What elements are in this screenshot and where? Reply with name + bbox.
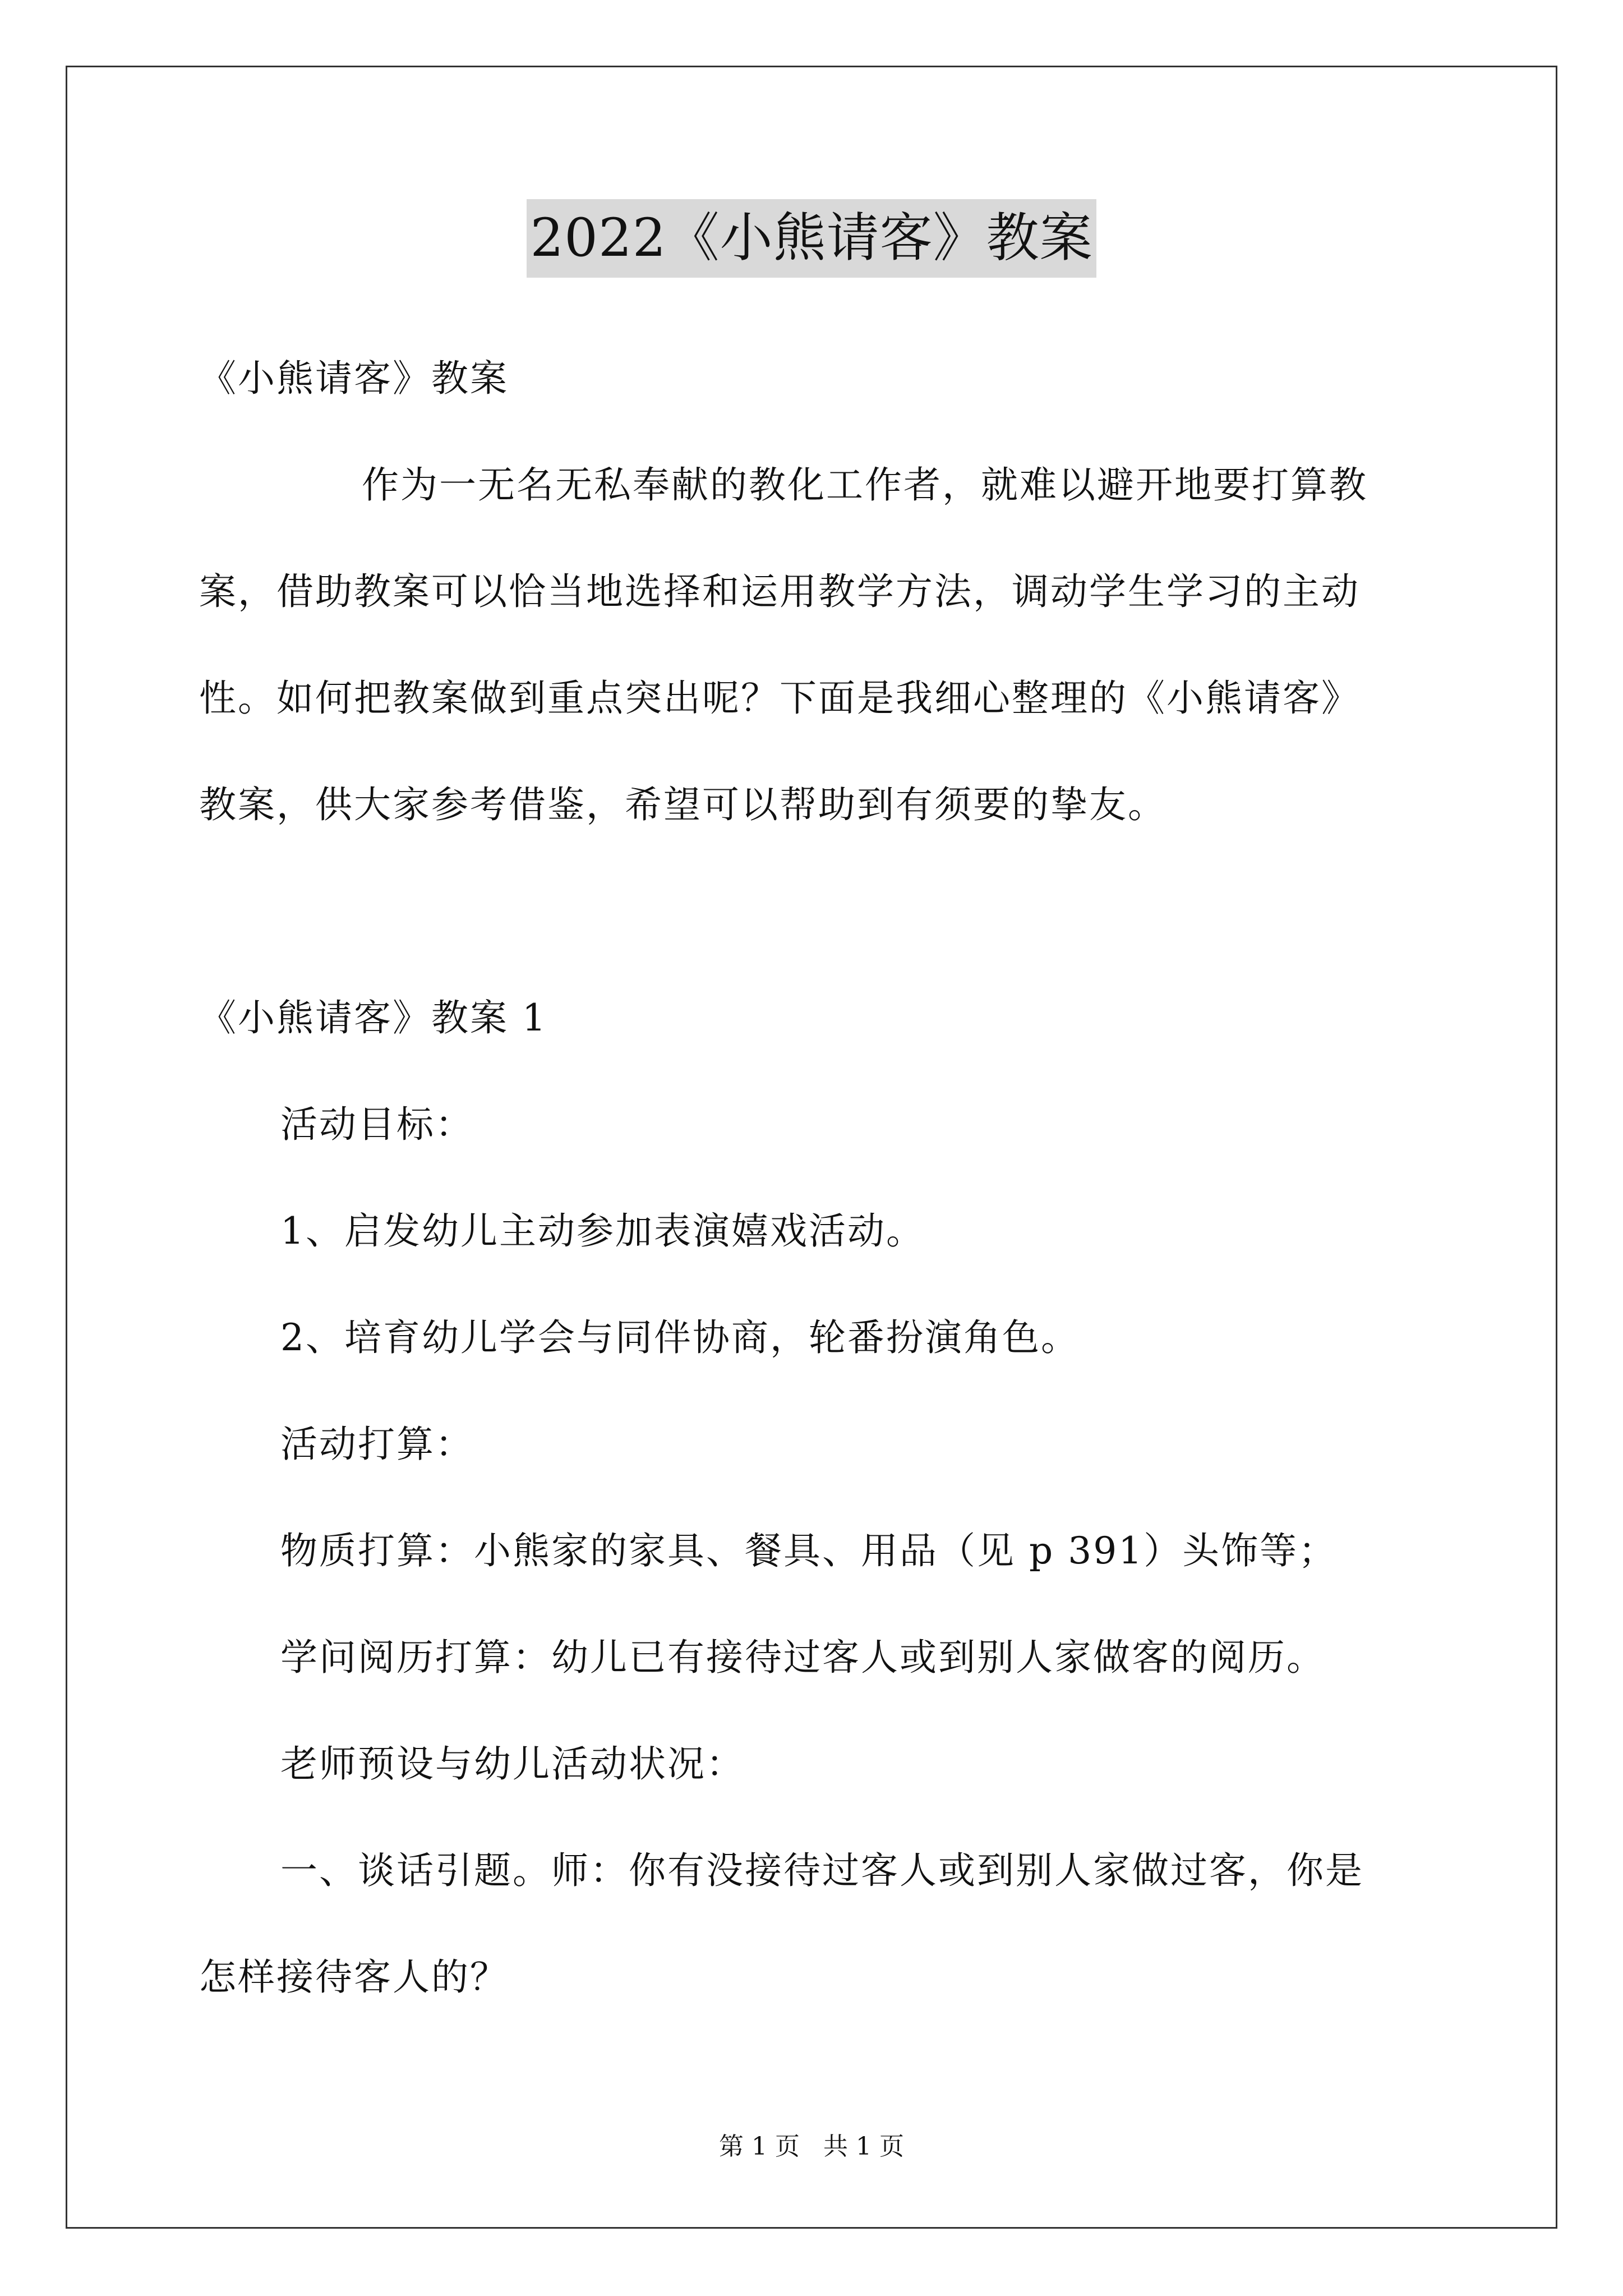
body-line-3: 2、培育幼儿学会与同伴协商，轮番扮演角色。 (280, 1316, 1080, 1359)
section-title: 《小熊请客》教案 1 (199, 996, 547, 1039)
intro-line-3: 性。如何把教案做到重点突出呢？下面是我细心整理的《小熊请客》 (199, 677, 1360, 720)
body-line-9: 怎样接待客人的？ (199, 1955, 509, 1999)
body-line-6: 学问阅历打算：幼儿已有接待过客人或到别人家做客的阅历。 (280, 1636, 1325, 1679)
body-line-1: 活动目标： (280, 1103, 474, 1146)
footer-page-total: 共 1 页 (823, 2132, 904, 2161)
body-line-4: 活动打算： (280, 1423, 474, 1466)
intro-line-1: 作为一无名无私奉献的教化工作者，就难以避开地要打算教 (362, 463, 1368, 507)
page-footer (0, 2130, 1623, 2164)
body-line-8: 一、谈话引题。师：你有没接待过客人或到别人家做过客，你是 (280, 1849, 1364, 1892)
body-line-5: 物质打算：小熊家的家具、餐具、用品（见 p 391）头饰等； (280, 1529, 1338, 1572)
title-wrap (0, 199, 1623, 278)
intro-line-4: 教案，供大家参考借鉴，希望可以帮助到有须要的挚友。 (199, 783, 1166, 826)
body-line-7: 老师预设与幼儿活动状况： (280, 1742, 745, 1786)
body-line-2: 1、启发幼儿主动参加表演嬉戏活动。 (280, 1209, 925, 1253)
document-subtitle: 《小熊请客》教案 (199, 357, 509, 400)
document-title: 2022《小熊请客》教案 (527, 199, 1096, 278)
intro-line-2: 案，借助教案可以恰当地选择和运用教学方法，调动学生学习的主动 (199, 570, 1360, 613)
footer-page-number: 第 1 页 (719, 2132, 800, 2161)
